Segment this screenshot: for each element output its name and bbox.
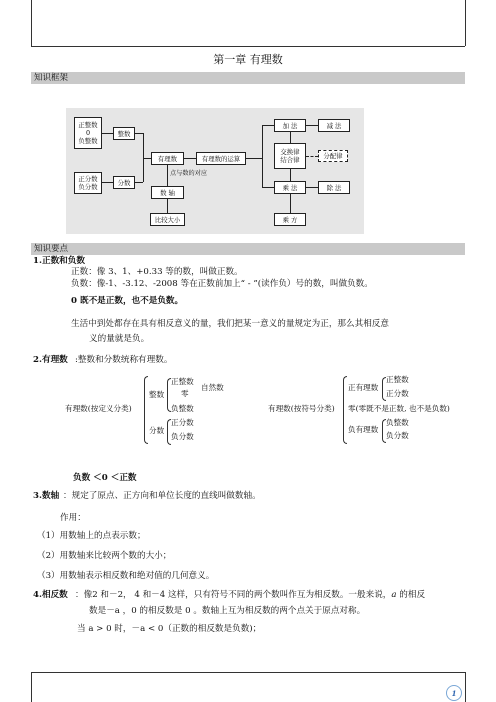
class-right-zero: 零(零既不是正数, 也不是负数) (348, 404, 450, 413)
text-opposite-1-main: ：像2 和－2， 4 和－4 这样，只有符号不同的两个数叫作互为相反数。一般来说， (75, 590, 392, 600)
class-left-pos-frac: 正分数 (171, 418, 194, 427)
text-number-line-def: ：规定了原点、正方向和单位长度的直线叫做数轴。 (63, 491, 261, 501)
box-fractions: 分数 (113, 176, 135, 189)
text-usage-1: （1）用数轴上的点表示数； (37, 531, 146, 541)
box-integers: 整数 (113, 127, 135, 140)
heading-positive-negative: 1.正数和负数 (33, 256, 85, 266)
class-right-pos-rat: 正有理数 (348, 383, 379, 392)
page-number: 1 (446, 685, 462, 701)
bottom-rule (31, 672, 465, 673)
connector (135, 182, 143, 183)
class-right-neg-int: 负整数 (386, 418, 409, 427)
heading-rational: 2.有理数 (33, 355, 68, 365)
box-subtraction: 减 法 (318, 119, 350, 132)
brace (343, 376, 347, 444)
class-left-natural: 自然数 (201, 383, 224, 392)
class-left-zero: 零 (181, 389, 189, 398)
text-rational-def: :整数和分数统称有理数。 (75, 355, 173, 365)
connector (306, 125, 318, 126)
box-power: 乘 方 (274, 213, 306, 226)
box-integers-src: 正整数 0 负整数 (74, 117, 102, 149)
var-a: a (391, 590, 397, 600)
order-relation: 负数 ＜0 ＜正数 (73, 473, 137, 483)
box-rational: 有理数 (151, 152, 184, 165)
box-laws: 交换律 结合律 (274, 143, 306, 169)
connector (262, 187, 274, 188)
section-bar-key-points: 知识要点 (31, 243, 465, 255)
connector (135, 133, 143, 134)
class-left-root: 有理数(按定义分类) (65, 404, 132, 413)
connector (262, 125, 263, 188)
box-distributive: 分配律 (318, 150, 348, 162)
connector (306, 156, 318, 157)
class-right-neg-rat: 负有理数 (348, 425, 379, 434)
class-right-pos-frac: 正分数 (386, 389, 409, 398)
left-bottom-margin-line (31, 672, 32, 702)
connector (184, 158, 196, 159)
class-right-pos-int: 正整数 (386, 375, 409, 384)
connector (306, 187, 318, 188)
connector (167, 165, 168, 186)
text-opposite-3: 当 a > 0 时，－a < 0（正数的相反数是负数)； (77, 624, 262, 634)
box-addition: 加 法 (274, 119, 306, 132)
text-opposite-meaning-1: 生活中到处都存在具有相反意义的量，我们把某一意义的量规定为正，那么其相反意 (71, 319, 389, 329)
text-opposite-meaning-2: 义的量就是负。 (89, 334, 150, 344)
class-left-int: 整数 (149, 390, 165, 399)
text-negative: 负数：像-1、-3.12、-2008 等在正数前加上“ - ”(读作负）号的数，叫做负数。 (71, 279, 373, 289)
connector (102, 182, 113, 183)
class-left-neg-frac: 负分数 (171, 432, 194, 441)
text-zero: 0 既不是正数，也不是负数。 (71, 296, 184, 306)
class-left-pos-int: 正整数 (171, 377, 194, 386)
class-left-frac: 分数 (149, 426, 165, 435)
connector (143, 158, 151, 159)
class-left-neg-int: 负整数 (171, 404, 194, 413)
connector (246, 158, 262, 159)
box-number-line: 数 轴 (151, 186, 184, 199)
box-operations: 有理数的运算 (196, 152, 246, 165)
right-bottom-margin-line (465, 672, 466, 702)
class-right-neg-frac: 负分数 (386, 431, 409, 440)
connector (290, 194, 291, 213)
box-division: 除 法 (318, 181, 350, 194)
connector (262, 125, 274, 126)
right-margin-line (465, 0, 466, 46)
left-margin-line (31, 0, 32, 46)
connector (290, 132, 291, 143)
top-rule (31, 46, 465, 47)
text-opposite-1 (75, 590, 425, 601)
box-compare: 比较大小 (150, 213, 185, 226)
text-usage-2: （2）用数轴来比较两个数的大小； (37, 551, 172, 561)
connector (290, 169, 291, 181)
brace (144, 376, 148, 444)
class-right-root: 有理数(按符号分类) (268, 404, 335, 413)
text-opposite-1-end: 的相反 (396, 590, 426, 600)
text-positive: 正数：像 3、1、+0.33 等的数，叫做正数。 (71, 267, 243, 277)
heading-opposite: 4.相反数 (33, 590, 68, 600)
text-opposite-2: 数是－a ，0 的相反数是 0 。数轴上互为相反数的两个点关于原点对称。 (89, 606, 366, 616)
box-multiplication: 乘 法 (274, 181, 306, 194)
heading-number-line: 3.数轴 (33, 491, 60, 501)
text-usage-3: （3）用数轴表示相反数和绝对值的几何意义。 (37, 571, 215, 581)
connector (102, 133, 113, 134)
connector (167, 199, 168, 213)
page-title: 第一章 有理数 (213, 53, 283, 66)
section-bar-framework: 知识框架 (31, 72, 465, 84)
label-point-number: 点与数的对应 (170, 170, 208, 177)
box-fractions-src: 正分数 负分数 (74, 172, 102, 194)
text-usage: 作用： (60, 513, 86, 523)
